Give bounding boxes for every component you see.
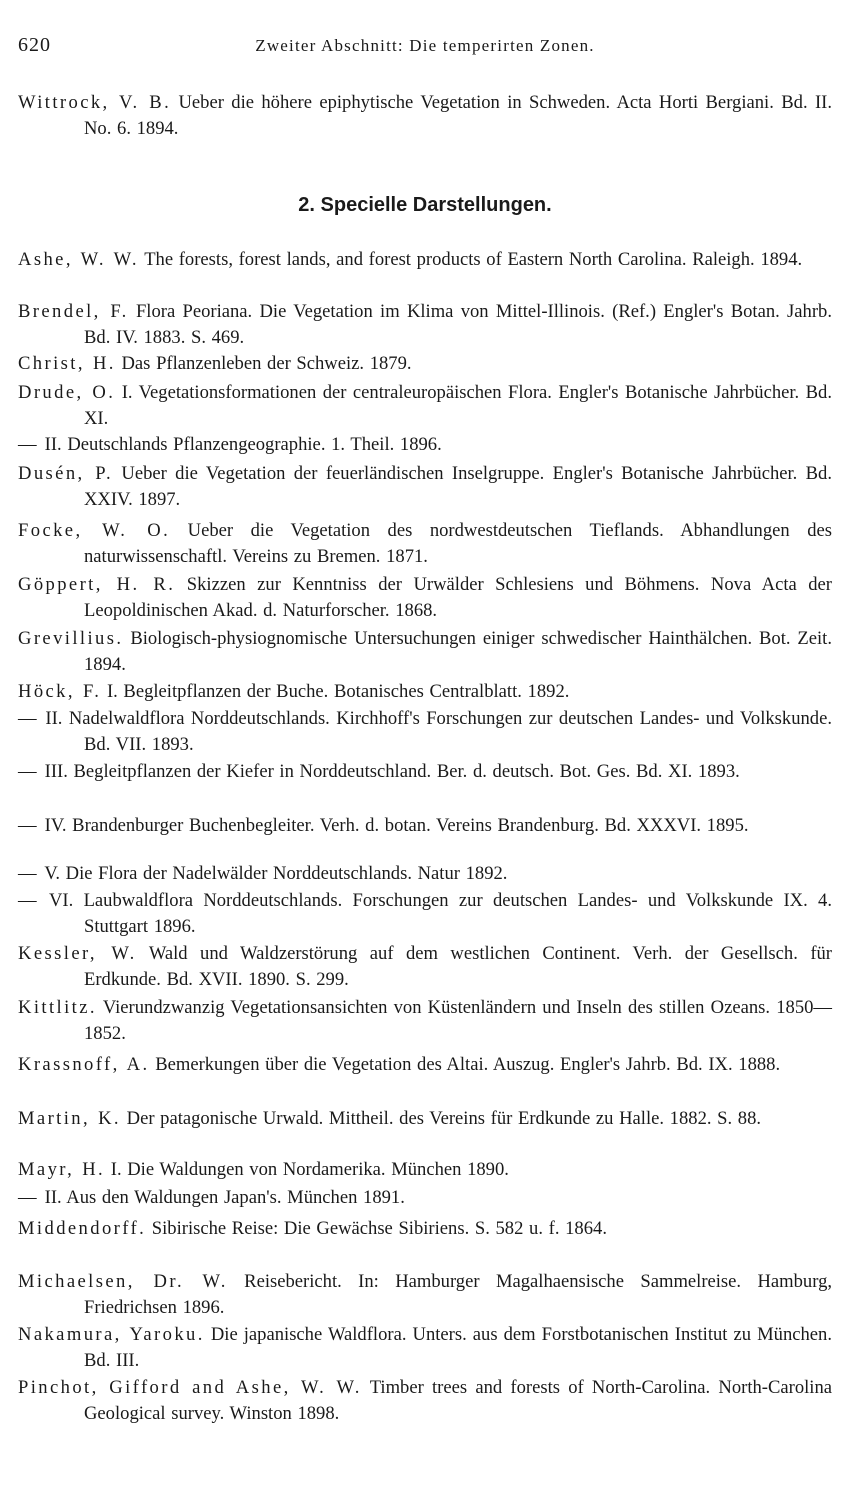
bibliography-entry bbox=[18, 941, 832, 993]
entry-text: I. Begleitpflanzen der Buche. Botanisches Centralblatt. 1892. bbox=[106, 681, 570, 702]
entry-author: Michaelsen, Dr. W. bbox=[18, 1271, 228, 1292]
bibliography-entry bbox=[18, 461, 832, 513]
entry-text: Ueber die höhere epiphytische Vegetation in Schweden. Acta Horti Bergiani. Bd. II. No. 6. 1894. bbox=[84, 92, 832, 139]
bibliography-entry bbox=[18, 626, 832, 678]
entry-author: Mayr, H. bbox=[18, 1159, 106, 1180]
bibliography-entry bbox=[18, 299, 832, 351]
entry-author: — bbox=[18, 708, 39, 729]
entry-author: — bbox=[18, 761, 39, 782]
entry-text: The forests, forest lands, and forest products of Eastern North Carolina. Raleigh. 1894. bbox=[144, 249, 803, 270]
page-number: 620 bbox=[18, 34, 51, 56]
entry-text: Das Pflanzenleben der Schweiz. 1879. bbox=[121, 353, 412, 374]
bibliography-entry bbox=[18, 995, 832, 1047]
entry-text: Flora Peoriana. Die Vegetation im Klima von Mittel-Illinois. (Ref.) Engler's Botan. Jahrb. Bd. IV. 1883. S. 469. bbox=[84, 301, 832, 348]
bibliography-entry bbox=[18, 1185, 832, 1211]
entry-text: Die japanische Waldflora. Unters. aus dem Forstbotanischen Institut zu München. Bd. III. bbox=[84, 1324, 832, 1371]
bibliography-entry bbox=[18, 861, 832, 887]
entry-text: I. Die Waldungen von Nordamerika. München 1890. bbox=[110, 1159, 509, 1180]
bibliography-entry bbox=[18, 518, 832, 570]
bibliography-entry bbox=[18, 1216, 832, 1242]
entry-author: Höck, F. bbox=[18, 681, 102, 702]
bibliography-entry bbox=[18, 1322, 832, 1374]
entry-text: Ueber die Vegetation des nordwestdeutschen Tieflands. Abhandlungen des naturwissenschaftl. Vereins zu Bremen. 1871. bbox=[84, 520, 832, 567]
entry-author: Krassnoff, A. bbox=[18, 1054, 150, 1075]
entry-author: Nakamura, Yaroku. bbox=[18, 1324, 205, 1345]
entry-text: Bemerkungen über die Vegetation des Altai. Auszug. Engler's Jahrb. Bd. IX. 1888. bbox=[155, 1054, 781, 1075]
entry-text: Skizzen zur Kenntniss der Urwälder Schlesiens und Böhmens. Nova Acta der Leopoldinischen Akad. d. Naturforscher. 1868. bbox=[84, 574, 833, 621]
section-heading: 2. Specielle Darstellungen. bbox=[298, 194, 552, 216]
entry-author: Göppert, H. R. bbox=[18, 574, 176, 595]
entry-author: Kessler, W. bbox=[18, 943, 137, 964]
bibliography-entry bbox=[18, 1269, 832, 1321]
bibliography-entry bbox=[18, 679, 832, 705]
entry-author: Martin, K. bbox=[18, 1108, 121, 1129]
entry-author: Christ, H. bbox=[18, 353, 116, 374]
entry-author: Drude, O. bbox=[18, 382, 116, 403]
bibliography-entry bbox=[18, 759, 832, 785]
entry-text: Sibirische Reise: Die Gewächse Sibiriens. S. 582 u. f. 1864. bbox=[151, 1218, 607, 1239]
bibliography-entry bbox=[18, 888, 832, 940]
page-header bbox=[18, 34, 832, 60]
entry-text: Biologisch-physiognomische Untersuchungen einiger schwedischer Hainthälchen. Bot. Zeit. 1894. bbox=[84, 628, 833, 675]
bibliography-entry bbox=[18, 1052, 832, 1078]
entry-author: Ashe, W. W. bbox=[18, 249, 139, 270]
bibliography-entry bbox=[18, 247, 832, 273]
entry-text: IV. Brandenburger Buchenbegleiter. Verh. d. botan. Vereins Brandenburg. Bd. XXXVI. 1895. bbox=[44, 815, 749, 836]
entry-text: V. Die Flora der Nadelwälder Norddeutschlands. Natur 1892. bbox=[44, 863, 508, 884]
entry-author: — bbox=[18, 1187, 39, 1208]
bibliography-entry bbox=[18, 1157, 832, 1183]
entry-text: I. Vegetationsformationen der centraleuropäischen Flora. Engler's Botanische Jahrbücher. Bd. XI. bbox=[84, 382, 832, 429]
entry-author: Focke, W. O. bbox=[18, 520, 171, 541]
entry-text: Ueber die Vegetation der feuerländischen Inselgruppe. Engler's Botanische Jahrbücher. Bd. XXIV. 1897. bbox=[84, 463, 833, 510]
entry-text: Reisebericht. In: Hamburger Magalhaensische Sammelreise. Hamburg, Friedrichsen 1896. bbox=[84, 1271, 833, 1318]
entry-author: — bbox=[18, 434, 39, 455]
entry-text: Der patagonische Urwald. Mittheil. des Vereins für Erdkunde zu Halle. 1882. S. 88. bbox=[126, 1108, 762, 1129]
entry-text: II. Nadelwaldflora Norddeutschlands. Kirchhoff's Forschungen zur deutschen Landes- und Volkskunde. Bd. VII. 1893. bbox=[45, 708, 832, 755]
bibliography-entry bbox=[18, 351, 832, 377]
bibliography-entry bbox=[18, 813, 832, 839]
bibliography-entry bbox=[18, 706, 832, 758]
running-head: Zweiter Abschnitt: Die temperirten Zonen. bbox=[255, 36, 595, 55]
entry-author: Wittrock, V. B. bbox=[18, 92, 172, 113]
bibliography-entry bbox=[18, 432, 832, 458]
entry-text: Timber trees and forests of North-Carolina. North-Carolina Geological survey. Winston 1898. bbox=[84, 1377, 832, 1424]
entry-text: III. Begleitpflanzen der Kiefer in Norddeutschland. Ber. d. deutsch. Bot. Ges. Bd. XI. 1893. bbox=[44, 761, 740, 782]
entry-text: Wald und Waldzerstörung auf dem westlichen Continent. Verh. der Gesellsch. für Erdkunde. Bd. XVII. 1890. S. 299. bbox=[84, 943, 833, 990]
entry-author: — bbox=[18, 890, 39, 911]
entry-author: — bbox=[18, 815, 39, 836]
entry-author: Grevillius. bbox=[18, 628, 124, 649]
entry-author: Kittlitz. bbox=[18, 997, 97, 1018]
entry-author: — bbox=[18, 863, 39, 884]
entry-text: VI. Laubwaldflora Norddeutschlands. Forschungen zur deutschen Landes- und Volkskunde IX. 4. Stuttgart 1896. bbox=[48, 890, 833, 937]
entry-author: Pinchot, Gifford and Ashe, W. W. bbox=[18, 1377, 362, 1398]
bibliography-entry bbox=[18, 1106, 832, 1132]
entry-author: Brendel, F. bbox=[18, 301, 129, 322]
entry-author: Dusén, P. bbox=[18, 463, 114, 484]
entry-text: II. Aus den Waldungen Japan's. München 1891. bbox=[44, 1187, 405, 1208]
bibliography-entry bbox=[18, 1375, 832, 1427]
entry-text: II. Deutschlands Pflanzengeographie. 1. Theil. 1896. bbox=[44, 434, 442, 455]
bibliography-entry bbox=[18, 572, 832, 624]
bibliography-entry bbox=[18, 380, 832, 432]
bibliography-entry bbox=[18, 90, 832, 142]
entry-author: Middendorff. bbox=[18, 1218, 147, 1239]
entry-text: Vierundzwanzig Vegetationsansichten von Küstenländern und Inseln des stillen Ozeans. 1850—1852. bbox=[84, 997, 833, 1044]
